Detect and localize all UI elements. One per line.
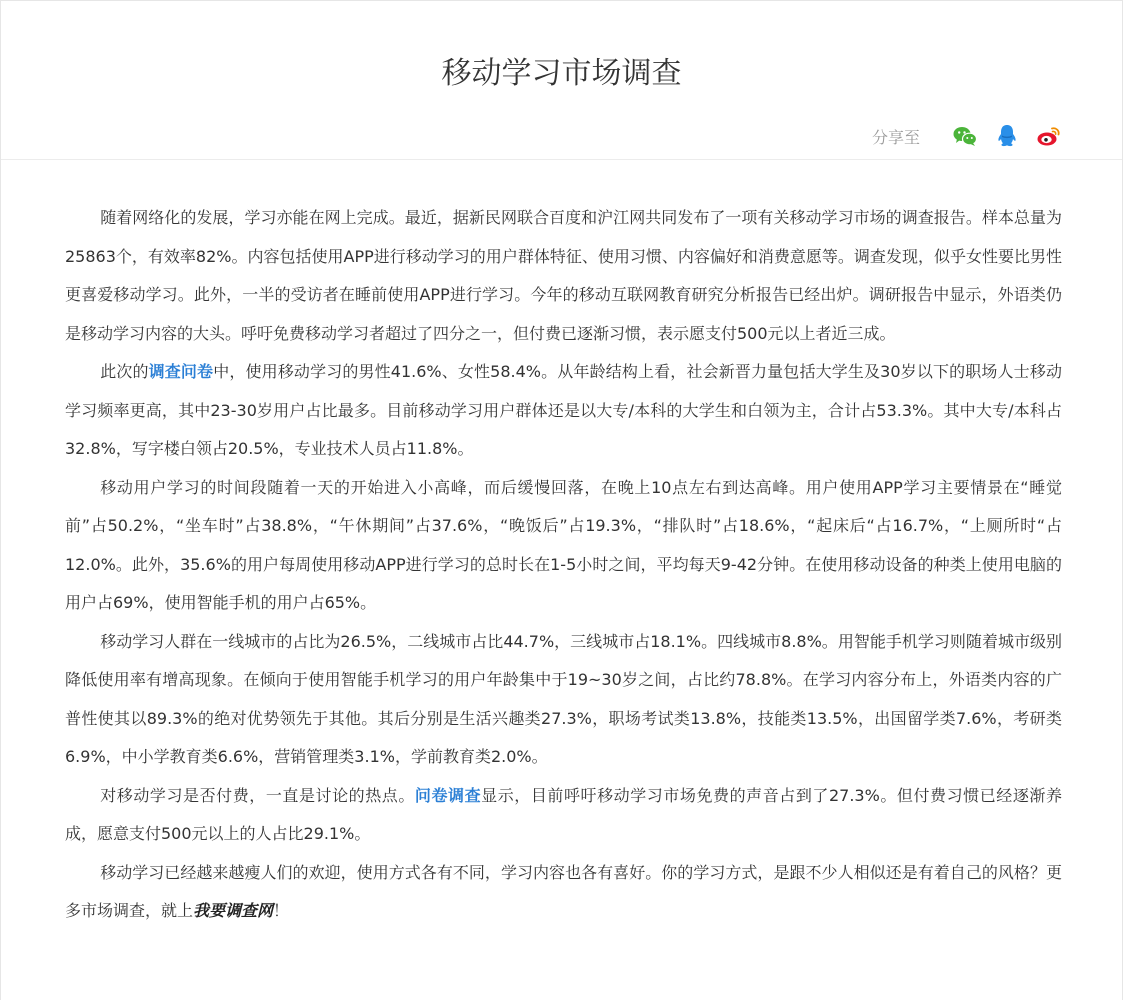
- qq-icon[interactable]: [994, 123, 1020, 149]
- paragraph-6: [65, 854, 1062, 931]
- paragraph-1: [65, 199, 1062, 353]
- share-label: 分享至: [871, 127, 920, 147]
- paragraph-5: [65, 777, 1062, 854]
- paragraph-text: 显示，目前呼吁移动学习市场免费的声音占到了27.3%。但付费习惯已经逐渐养成，愿意支付500元以上的人占比29.1%。: [65, 785, 1062, 843]
- weibo-icon[interactable]: [1036, 123, 1062, 149]
- share-bar: [872, 121, 1062, 151]
- page-title: 移动学习市场调查: [441, 56, 682, 91]
- paragraph-text: ！: [273, 901, 290, 920]
- paragraph-text: 移动用户学习的时间段随着一天的开始进入小高峰，而后缓慢回落，在晚上10点左右到达高峰。用户使用APP学习主要情景在“睡觉前”占50.2%，“坐车时”占38.8%，“午休期间”占37.6%，“晚饭后”占19.3%，“排队时”占18.6%，“起床后“占16.7%，“上厕所时“占12.0%。此外，35.6%的用户每周使用移动APP进行学习的总时长在1-5小时之间，平均每天9-42分钟。在使用移动设备的种类上使用电脑的用户占69%，使用智能手机的用户占65%。: [65, 477, 1062, 612]
- paragraph-2: [65, 353, 1062, 469]
- paragraph-text: 对移动学习是否付费，一直是讨论的热点。: [100, 785, 415, 805]
- brand-link[interactable]: 我要调查网: [193, 901, 274, 920]
- paragraph-3: [65, 469, 1062, 623]
- article-header: [1, 1, 1122, 160]
- wechat-icon[interactable]: [952, 123, 978, 149]
- article-body: [65, 199, 1062, 931]
- paragraph-4: [65, 623, 1062, 777]
- survey-questionnaire-link[interactable]: 调查问卷: [148, 362, 214, 381]
- paragraph-text: 此次的: [100, 362, 149, 381]
- paragraph-text: 移动学习人群在一线城市的占比为26.5%，二线城市占比44.7%，三线城市占18.1%。四线城市8.8%。用智能手机学习则随着城市级别降低使用率有增高现象。在倾向于使用智能手机学习的用户年龄集中于19~30岁之间，占比约78.8%。在学习内容分布上，外语类内容的广普性使其以89.3%的绝对优势领先于其他。其后分别是生活兴趣类27.3%，职场考试类13.8%，技能类13.5%，出国留学类7.6%，考研类6.9%，中小学教育类6.6%，营销管理类3.1%，学前教育类2.0%。: [65, 631, 1062, 766]
- paragraph-text: 中，使用移动学习的男性41.6%、女性58.4%。从年龄结构上看，社会新晋力量包括大学生及30岁以下的职场人士移动学习频率更高，其中23-30岁用户占比最多。目前移动学习用户群体还是以大专/本科的大学生和白领为主，合计占53.3%。其中大专/本科占32.8%，写字楼白领占20.5%，专业技术人员占11.8%。: [65, 362, 1062, 458]
- paragraph-text: 移动学习已经越来越瘦人们的欢迎，使用方式各有不同，学习内容也各有喜好。你的学习方式，是跟不少人相似还是有着自己的风格？更多市场调查，就上: [65, 862, 1062, 920]
- questionnaire-survey-link[interactable]: 问卷调查: [414, 785, 482, 805]
- paragraph-text: 随着网络化的发展，学习亦能在网上完成。最近，据新民网联合百度和沪江网共同发布了一项有关移动学习市场的调查报告。样本总量为25863个，有效率82%。内容包括使用APP进行移动学习的用户群体特征、使用习惯、内容偏好和消费意愿等。调查发现，似乎女性要比男性更喜爱移动学习。此外，一半的受访者在睡前使用APP进行学习。今年的移动互联网教育研究分析报告已经出炉。调研报告中显示，外语类仍是移动学习内容的大头。呼吁免费移动学习者超过了四分之一，但付费已逐渐习惯，表示愿支付500元以上者近三成。: [65, 208, 1062, 343]
